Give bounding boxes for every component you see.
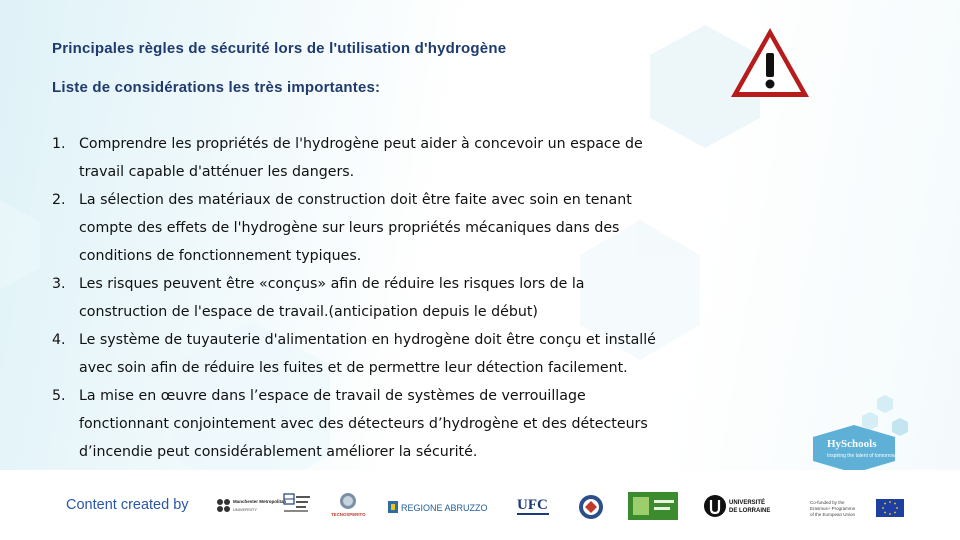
svg-text:Erasmus+ Programme: Erasmus+ Programme: [810, 506, 856, 511]
rule-line: Les risques peuvent être «conçus» afin de réduire les risques lors de la: [79, 276, 585, 292]
svg-text:UFC: UFC: [517, 497, 548, 513]
emblem-logo: [578, 494, 604, 520]
rule-line: avec soin afin de réduire les fuites et de permettre leur détection facilement.: [79, 360, 628, 376]
svg-text:Manchester Metropolitan: Manchester Metropolitan: [233, 499, 287, 504]
rule-line: La sélection des matériaux de construction doit être faite avec soin en tenant: [79, 192, 632, 208]
svg-text:of the European Union: of the European Union: [810, 512, 856, 517]
rule-number: 1.: [52, 136, 66, 152]
rule-line: travail capable d'atténuer les dangers.: [79, 164, 355, 180]
rule-item: [52, 270, 692, 326]
rule-number: 2.: [52, 192, 66, 208]
rule-item: [52, 326, 692, 382]
rule-item: [52, 130, 692, 186]
svg-text:TECNOSPERITO: TECNOSPERITO: [331, 512, 366, 517]
rule-line: conditions de fonctionnement typiques.: [79, 248, 362, 264]
rule-item: [52, 382, 692, 466]
green-school-logo: [628, 492, 678, 520]
erasmus-plus-logo: [810, 496, 910, 520]
universite-de-lorraine-logo: [703, 493, 775, 519]
hyschools-logo: [813, 425, 895, 473]
content-created-by: Content created by: [66, 497, 189, 513]
svg-text:REGIONE ABRUZZO: REGIONE ABRUZZO: [401, 503, 488, 513]
svg-text:UNIVERSITY: UNIVERSITY: [233, 507, 258, 512]
hyschools-name: HySchools: [827, 438, 877, 450]
rule-line: La mise en œuvre dans l’espace de travail de systèmes de verrouillage: [79, 388, 586, 404]
rule-line: fonctionnant conjointement avec des détecteurs d’hydrogène et des détecteurs: [79, 416, 648, 432]
svg-text:Co-funded by the: Co-funded by the: [810, 500, 845, 505]
manchester-metropolitan-logo: [213, 494, 287, 518]
university-crest-logo: [282, 492, 314, 520]
rule-line: d’incendie peut considérablement améliorer la sécurité.: [79, 444, 478, 460]
rule-line: Le système de tuyauterie d'alimentation en hydrogène doit être conçu et installé: [79, 332, 656, 348]
rule-item: [52, 186, 692, 270]
rule-line: Comprendre les propriétés de l'hydrogène peut aider à concevoir un espace de: [79, 136, 643, 152]
slide-subtitle: Liste de considérations les très importantes:: [52, 79, 381, 96]
rule-number: 3.: [52, 276, 66, 292]
rule-line: construction de l'espace de travail.(anticipation depuis le début): [79, 304, 538, 320]
regione-abruzzo-logo: [388, 499, 488, 515]
slide-title: Principales règles de sécurité lors de l'utilisation d'hydrogène: [52, 40, 507, 57]
warning-triangle-icon: [729, 25, 811, 101]
rule-number: 4.: [52, 332, 66, 348]
rules-list: [52, 130, 692, 466]
hyschools-tagline: Inspiring the talent of tomorrow: [827, 453, 896, 459]
ufc-logo: [514, 492, 552, 520]
tecnosperito-logo: [330, 490, 366, 520]
rule-number: 5.: [52, 388, 66, 404]
rule-line: compte des effets de l'hydrogène sur leurs propriétés mécaniques dans des: [79, 220, 620, 236]
svg-text:UNIVERSITÉ: UNIVERSITÉ: [729, 500, 766, 506]
svg-text:DE LORRAINE: DE LORRAINE: [729, 508, 771, 514]
